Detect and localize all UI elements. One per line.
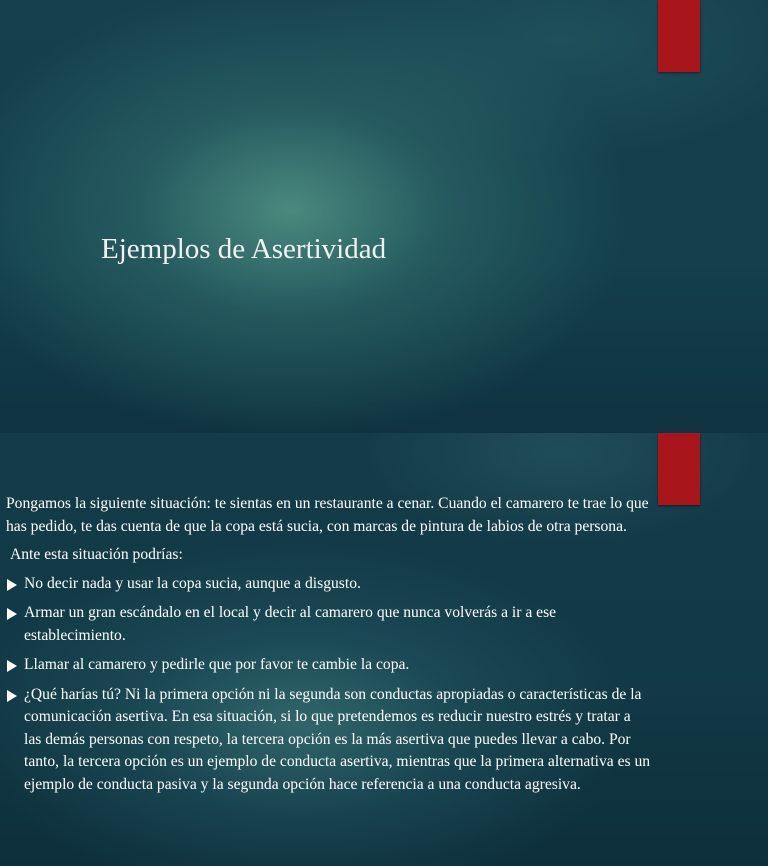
bullet-item: [6, 684, 651, 797]
bullet-list: [6, 573, 651, 797]
intro-paragraph: Pongamos la siguiente situación: te sientas en un restaurante a cenar. Cuando el camarero te trae lo que has pedido, te das cuenta de que la copa está sucia, con marcas de pintura de labios de otra persona.: [6, 495, 649, 535]
bullet-item: [6, 573, 651, 596]
bullet-item: [6, 654, 651, 677]
bullet-text: No decir nada y usar la copa sucia, aunque a disgusto.: [24, 574, 361, 592]
accent-bar: [658, 0, 700, 72]
bullet-triangle-icon: [7, 690, 17, 702]
slide-title: Ejemplos de Asertividad: [101, 233, 387, 265]
bullet-triangle-icon: [7, 579, 17, 591]
bullet-text: ¿Qué harías tú? Ni la primera opción ni la segunda son conductas apropiadas o características de la comunicación asertiva. En esa situación, si lo que pretendemos es reducir nuestro estrés y tratar a las demás personas con respeto, la tercera opción es la más asertiva que puedes llevar a cabo. Por tanto, la tercera opción es un ejemplo de conducta asertiva, mientras que la primera alternativa es un ejemplo de conducta pasiva y la segunda opción hace referencia a una conducta agresiva.: [24, 685, 651, 793]
content-slide: [0, 433, 768, 866]
bullet-item: [6, 602, 651, 647]
bullet-triangle-icon: [7, 660, 17, 672]
bullet-text: Armar un gran escándalo en el local y decir al camarero que nunca volverás a ir a ese establecimiento.: [24, 604, 557, 644]
lead-text: Ante esta situación podrías:: [10, 546, 183, 563]
bullet-triangle-icon: [7, 608, 17, 620]
slide-body: [6, 493, 651, 803]
accent-bar: [658, 433, 700, 505]
bullet-text: Llamar al camarero y pedirle que por favor te cambie la copa.: [24, 656, 410, 673]
